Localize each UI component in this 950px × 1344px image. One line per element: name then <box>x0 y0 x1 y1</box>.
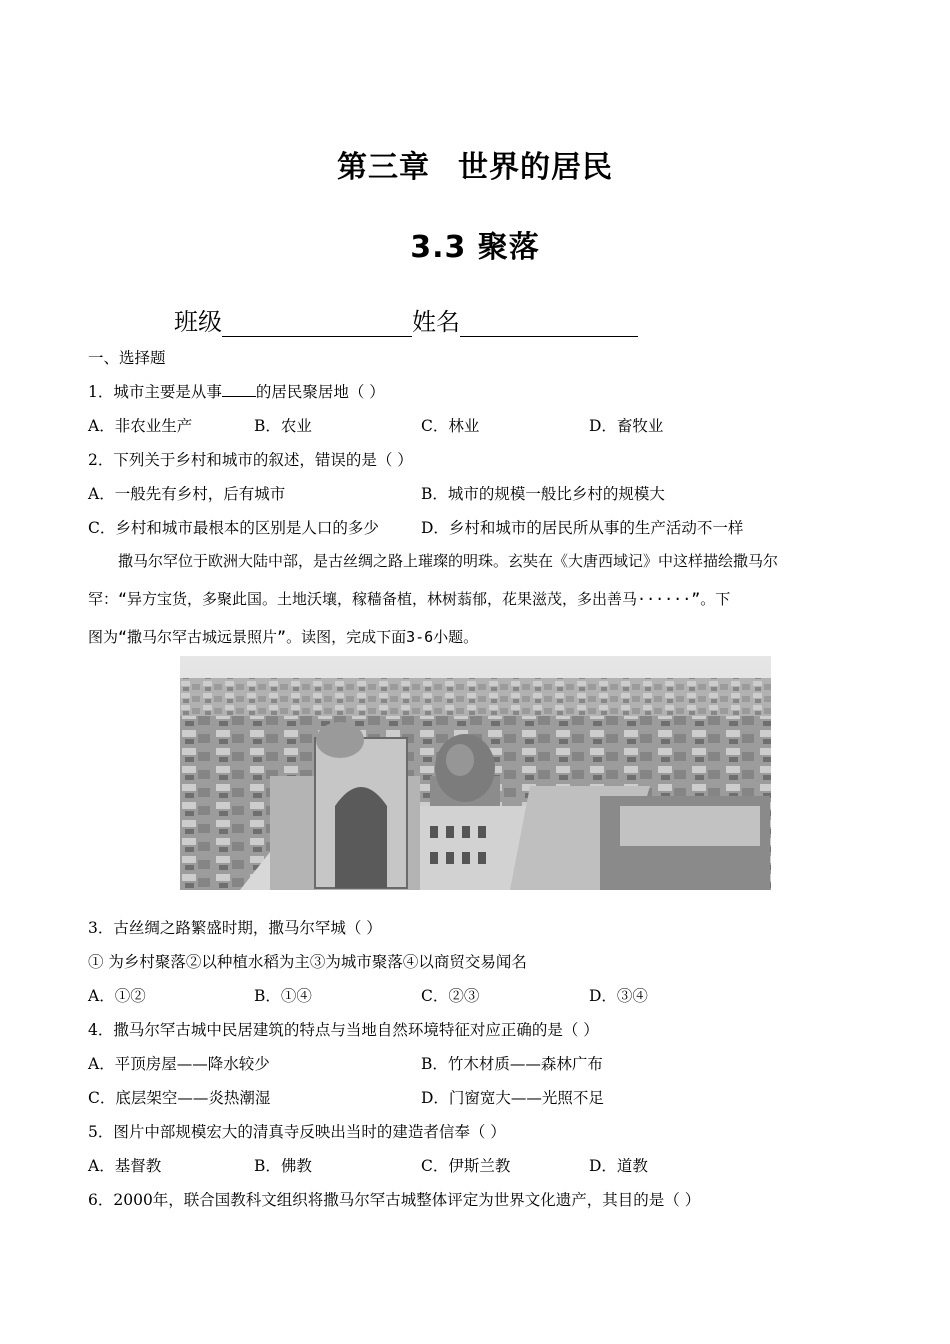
name-label: 姓名 <box>412 308 460 336</box>
question-6: 6．2000年，联合国教科文组织将撒马尔罕古城整体评定为世界文化遗产，其目的是（ ） <box>88 1191 701 1209</box>
q2-option-b[interactable]: B．城市的规模一般比乡村的规模大 <box>421 485 665 503</box>
question-5: 5．图片中部规模宏大的清真寺反映出当时的建造者信奉（ ） <box>88 1123 506 1141</box>
section-title: 3.3 聚落 <box>410 230 540 265</box>
q4-option-a[interactable]: A．平顶房屋——降水较少 <box>88 1055 270 1073</box>
passage-line-2: 罕：“异方宝货，多聚此国。土地沃壤，稼穑备植，林树蓊郁，花果滋茂，多出善马······”。下 <box>88 590 731 608</box>
q1-option-c[interactable]: C．林业 <box>421 417 480 435</box>
samarkand-city-photo <box>180 656 771 890</box>
q4-option-b[interactable]: B．竹木材质——森林广布 <box>421 1055 603 1073</box>
q4-option-d[interactable]: D．门窗宽大——光照不足 <box>421 1089 604 1107</box>
q1-option-d[interactable]: D．畜牧业 <box>589 417 664 435</box>
section-heading: 一、选择题 <box>88 349 166 367</box>
q5-option-a[interactable]: A．基督教 <box>88 1157 162 1175</box>
q2-option-c[interactable]: C．乡村和城市最根本的区别是人口的多少 <box>88 519 379 537</box>
passage-line-3: 图为“撒马尔罕古城远景照片”。读图，完成下面3-6小题。 <box>88 628 479 646</box>
q3-option-b[interactable]: B．①④ <box>254 987 312 1005</box>
q5-option-d[interactable]: D．道教 <box>589 1157 648 1175</box>
q3-statements: ① 为乡村聚落②以种植水稻为主③为城市聚落④以商贸交易闻名 <box>88 953 527 971</box>
q4-option-c[interactable]: C．底层架空——炎热潮湿 <box>88 1089 271 1107</box>
q3-option-a[interactable]: A．①② <box>88 987 146 1005</box>
name-blank[interactable] <box>460 310 638 337</box>
q5-option-b[interactable]: B．佛教 <box>254 1157 312 1175</box>
q1-option-a[interactable]: A．非农业生产 <box>88 417 193 435</box>
q5-option-c[interactable]: C．伊斯兰教 <box>421 1157 511 1175</box>
class-blank[interactable] <box>222 310 412 337</box>
question-2: 2．下列关于乡村和城市的叙述，错误的是（ ） <box>88 451 413 469</box>
q3-option-c[interactable]: C．②③ <box>421 987 480 1005</box>
question-4: 4．撒马尔罕古城中民居建筑的特点与当地自然环境特征对应正确的是（ ） <box>88 1021 599 1039</box>
q1-option-b[interactable]: B．农业 <box>254 417 312 435</box>
class-label: 班级 <box>174 308 222 336</box>
q2-option-a[interactable]: A．一般先有乡村，后有城市 <box>88 485 286 503</box>
q2-option-d[interactable]: D．乡村和城市的居民所从事的生产活动不一样 <box>421 519 744 537</box>
fill-blank <box>222 382 256 397</box>
question-1: 1．城市主要是从事 的居民聚居地（ ） <box>88 383 385 401</box>
question-3: 3．古丝绸之路繁盛时期，撒马尔罕城（ ） <box>88 919 382 937</box>
q3-option-d[interactable]: D．③④ <box>589 987 648 1005</box>
passage-line-1: 撒马尔罕位于欧洲大陆中部，是古丝绸之路上璀璨的明珠。玄奘在《大唐西域记》中这样描绘撒马尔 <box>118 552 779 570</box>
chapter-title: 第三章 世界的居民 <box>337 150 613 185</box>
class-name-line <box>174 302 638 337</box>
